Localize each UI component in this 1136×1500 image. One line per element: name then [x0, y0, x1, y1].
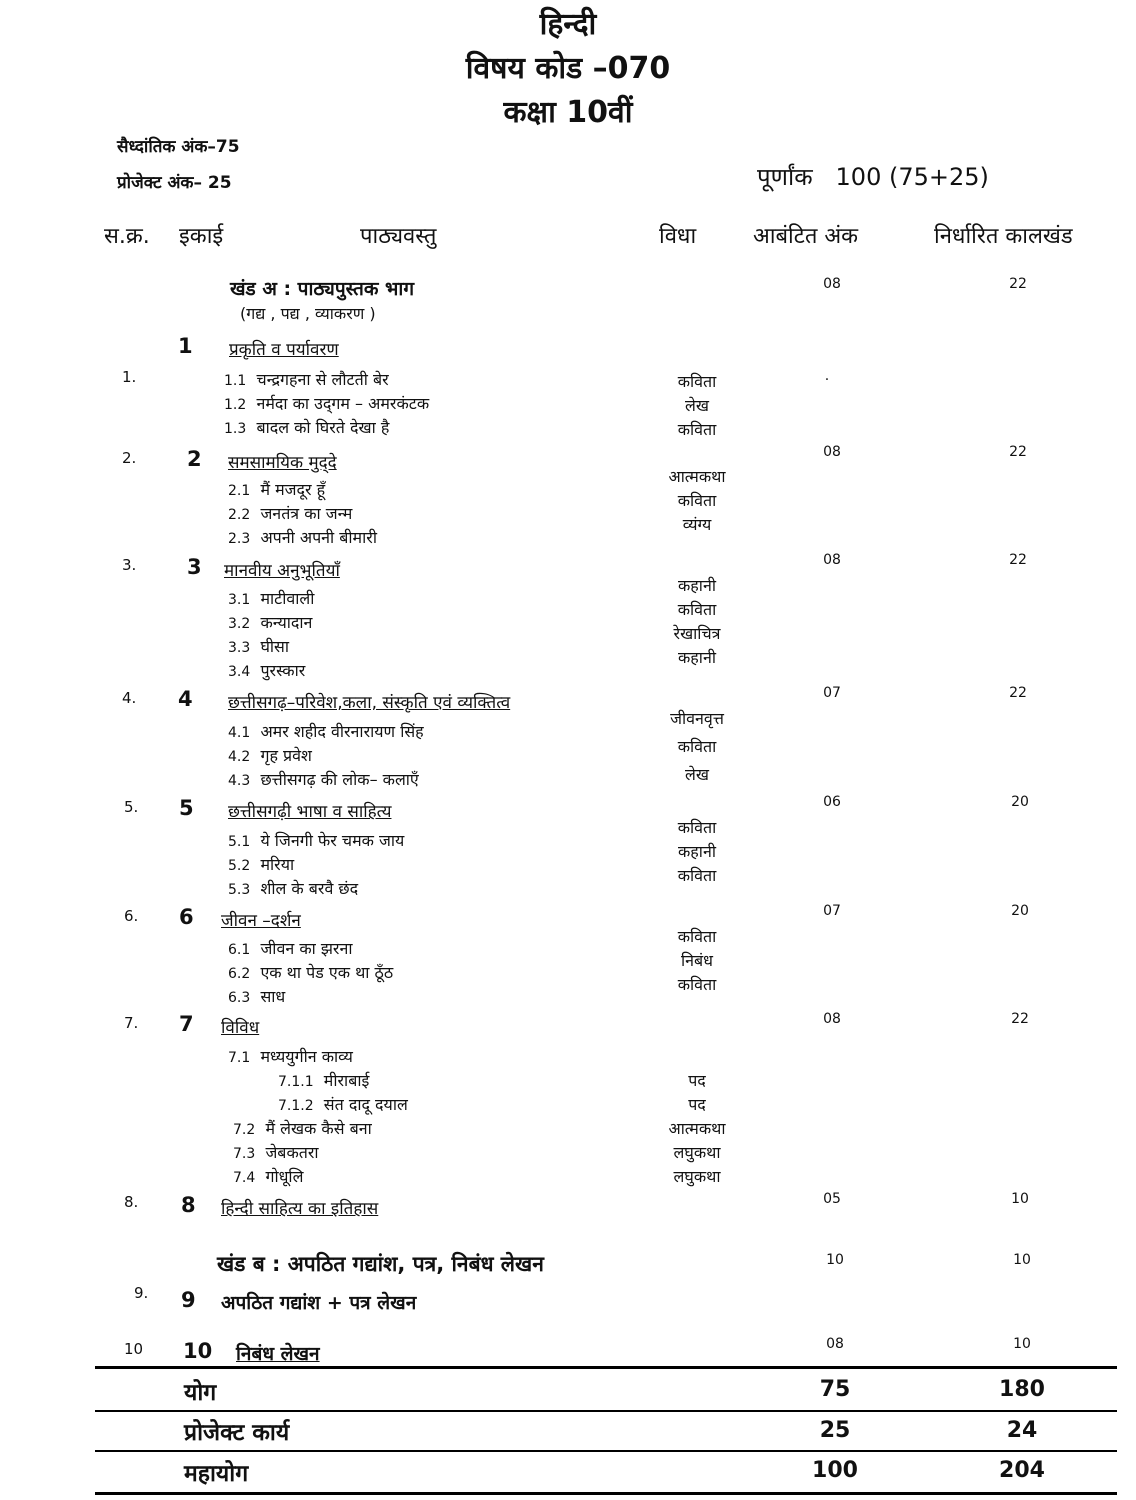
item-number: 4.2 — [228, 749, 251, 765]
item-text: कन्यादान — [260, 613, 313, 632]
list-item — [228, 744, 312, 766]
unit-periods: 20 — [1011, 903, 1029, 919]
item-vidha: आत्मकथा — [668, 1119, 726, 1138]
unit-number: 2 — [187, 447, 202, 471]
unit-title: हिन्दी साहित्य का इतिहास — [221, 1199, 379, 1219]
list-item — [228, 587, 314, 609]
unit10-num: 10 — [183, 1339, 213, 1363]
item-vidha: लघुकथा — [673, 1167, 721, 1186]
item-number: 7.2 — [233, 1122, 256, 1138]
total-marks — [757, 160, 989, 193]
item-vidha: कविता — [677, 372, 717, 391]
item-number: 6.1 — [228, 942, 251, 958]
unit-sr: 6. — [124, 907, 139, 925]
unit-title: जीवन –दर्शन — [221, 911, 301, 931]
item-vidha: कहानी — [678, 842, 716, 861]
unit-number: 6 — [179, 905, 194, 929]
unit10-title: निबंध लेखन — [236, 1343, 320, 1365]
unit10-periods: 10 — [1013, 1336, 1031, 1352]
unit-number: 3 — [187, 555, 202, 579]
unit-marks: · — [824, 372, 830, 388]
unit-marks: 08 — [823, 1011, 841, 1027]
item-number: 1.3 — [224, 421, 247, 437]
yog-label: योग — [184, 1380, 217, 1406]
item-text: माटीवाली — [260, 589, 315, 608]
list-item — [224, 368, 389, 390]
unit-number: 7 — [179, 1012, 194, 1036]
unit-sr: 5. — [124, 798, 139, 816]
unit-number: 4 — [178, 687, 193, 711]
unit10-sr: 10 — [124, 1340, 144, 1358]
unit-title: छत्तीसगढ़–परिवेश,कला, संस्कृति एवं व्यक्तित्व — [228, 693, 511, 713]
item-vidha: कविता — [677, 600, 717, 619]
unit-marks: 07 — [823, 685, 841, 701]
unit-title: प्रकृति व पर्यावरण — [229, 340, 339, 360]
item-vidha: लेख — [685, 765, 709, 784]
item-vidha: कविता — [677, 818, 717, 837]
item-text: पुरस्कार — [260, 661, 306, 680]
item-vidha: आत्मकथा — [668, 467, 726, 486]
list-item — [278, 1093, 408, 1115]
item-number: 4.1 — [228, 725, 251, 741]
list-item — [233, 1141, 319, 1163]
subject-code: विषय कोड –070 — [465, 51, 671, 86]
list-item — [233, 1165, 303, 1187]
unit9-sr: 9. — [134, 1284, 149, 1302]
item-number: 1.2 — [224, 397, 247, 413]
item-number: 7.4 — [233, 1170, 256, 1186]
unit-title: छत्तीसगढ़ी भाषा व साहित्य — [228, 802, 392, 822]
section-a-marks: 08 — [823, 276, 841, 292]
yog-marks: 75 — [819, 1377, 851, 1402]
item-vidha: कविता — [677, 737, 717, 756]
list-item — [228, 611, 312, 633]
list-item — [228, 502, 352, 524]
item-text: गृह प्रवेश — [260, 746, 312, 765]
item-number: 2.2 — [228, 507, 251, 523]
section-b-periods: 10 — [1013, 1252, 1031, 1268]
item-vidha: लघुकथा — [673, 1143, 721, 1162]
list-item — [228, 937, 353, 959]
item-text: जनतंत्र का जन्म — [260, 504, 353, 523]
list-item — [233, 1117, 372, 1139]
unit-marks: 05 — [823, 1191, 841, 1207]
unit-sr: 8. — [124, 1193, 139, 1211]
item-number: 7.1 — [228, 1050, 251, 1066]
total-label: पूर्णांक — [757, 163, 813, 191]
item-number: 1.1 — [224, 373, 247, 389]
list-item — [228, 853, 294, 875]
section-a-title: खंड अ : पाठ्यपुस्तक भाग — [230, 278, 415, 300]
unit-sr: 3. — [122, 556, 137, 574]
rule-yog — [95, 1410, 1117, 1412]
item-number: 3.4 — [228, 664, 251, 680]
unit-number: 8 — [181, 1193, 196, 1217]
item-text: बादल को घिरते देखा है — [256, 418, 390, 437]
item-vidha: कहानी — [678, 576, 716, 595]
list-item — [228, 1045, 353, 1067]
unit-periods: 20 — [1011, 794, 1029, 810]
unit-sr: 7. — [124, 1014, 139, 1032]
item-number: 2.1 — [228, 483, 251, 499]
item-vidha: कविता — [677, 927, 717, 946]
unit-marks: 08 — [823, 444, 841, 460]
unit-title: मानवीय अनुभूतियाँ — [224, 561, 340, 581]
section-a-subtitle: (गद्य , पद्य , व्याकरण ) — [240, 304, 376, 323]
item-text: शील के बरवै छंद — [260, 879, 359, 898]
item-number: 3.2 — [228, 616, 251, 632]
item-text: गोधूलि — [265, 1167, 304, 1186]
yog-periods: 180 — [999, 1377, 1045, 1402]
item-text: अपनी अपनी बीमारी — [260, 528, 377, 547]
item-number: 7.3 — [233, 1146, 256, 1162]
unit-periods: 10 — [1011, 1191, 1029, 1207]
item-vidha: निबंध — [680, 951, 713, 970]
subject-title: हिन्दी — [539, 7, 597, 42]
col-vidha: विधा — [659, 224, 697, 249]
list-item — [228, 877, 358, 899]
item-vidha: पद — [688, 1071, 706, 1090]
item-number: 6.2 — [228, 966, 251, 982]
total-value: 100 (75+25) — [835, 163, 989, 191]
unit-marks: 07 — [823, 903, 841, 919]
item-text: छत्तीसगढ़ की लोक– कलाएँ — [260, 770, 419, 789]
item-number: 7.1.2 — [278, 1098, 314, 1114]
col-periods: निर्धारित कालखंड — [934, 224, 1073, 249]
unit-marks: 06 — [823, 794, 841, 810]
unit-title: विविध — [221, 1018, 260, 1038]
item-text: मध्ययुगीन काव्य — [260, 1047, 353, 1066]
item-number: 3.1 — [228, 592, 251, 608]
item-text: घीसा — [260, 637, 289, 656]
unit-sr: 2. — [122, 449, 137, 467]
item-vidha: जीवनवृत्त — [670, 709, 724, 728]
unit-periods: 22 — [1011, 1011, 1029, 1027]
rule-bottom — [95, 1492, 1117, 1495]
mahayog-periods: 204 — [999, 1458, 1045, 1483]
list-item — [224, 392, 429, 414]
mahayog-marks: 100 — [812, 1458, 858, 1483]
item-text: मरिया — [260, 855, 295, 874]
item-text: मैं लेखक कैसे बना — [265, 1119, 372, 1138]
list-item — [228, 526, 377, 548]
theory-marks: सैध्दांतिक अंक–75 — [117, 137, 240, 157]
list-item — [228, 829, 404, 851]
item-number: 4.3 — [228, 773, 251, 789]
item-number: 7.1.1 — [278, 1074, 314, 1090]
list-item — [228, 720, 424, 742]
item-number: 5.1 — [228, 834, 251, 850]
unit-marks: 08 — [823, 552, 841, 568]
col-sr: स.क्र. — [104, 224, 150, 249]
project-total-marks: 25 — [819, 1418, 851, 1443]
item-number: 3.3 — [228, 640, 251, 656]
item-text: मीराबाई — [323, 1071, 370, 1090]
project-marks: प्रोजेक्ट अंक– 25 — [117, 173, 232, 193]
list-item — [228, 635, 289, 657]
item-vidha: कविता — [677, 420, 717, 439]
section-b-title: खंड ब : अपठित गद्यांश, पत्र, निबंध लेखन — [217, 1252, 544, 1276]
project-label: प्रोजेक्ट कार्य — [184, 1420, 290, 1446]
item-vidha: कविता — [677, 491, 717, 510]
section-a-periods: 22 — [1009, 276, 1027, 292]
item-text: मैं मजदूर हूँ — [260, 480, 326, 499]
item-vidha: कविता — [677, 975, 717, 994]
rule-top — [95, 1366, 1117, 1369]
unit-number: 5 — [179, 796, 194, 820]
item-text: नर्मदा का उद्‌गम – अमरकंटक — [256, 394, 430, 413]
item-vidha: कहानी — [678, 648, 716, 667]
unit-periods: 22 — [1009, 685, 1027, 701]
list-item — [228, 961, 393, 983]
unit-periods: 22 — [1009, 552, 1027, 568]
item-text: चन्द्रगहना से लौटती बेर — [256, 370, 389, 389]
col-marks: आबंटित अंक — [753, 224, 859, 249]
unit-sr: 1. — [122, 368, 137, 386]
item-number: 5.3 — [228, 882, 251, 898]
item-text: ये जिनगी फेर चमक जाय — [260, 831, 405, 850]
class-title: कक्षा 10वीं — [503, 95, 633, 130]
item-vidha: व्यंग्य — [682, 515, 712, 534]
unit-number: 1 — [178, 334, 193, 358]
list-item — [228, 478, 325, 500]
list-item — [228, 659, 305, 681]
project-total-periods: 24 — [1006, 1418, 1038, 1443]
list-item — [278, 1069, 369, 1091]
item-text: एक था पेड एक था ठूँठ — [260, 963, 394, 982]
item-vidha: कविता — [677, 866, 717, 885]
item-vidha: पद — [688, 1095, 706, 1114]
item-vidha: लेख — [685, 396, 709, 415]
item-text: जीवन का झरना — [260, 939, 353, 958]
list-item — [228, 768, 419, 790]
list-item — [228, 985, 285, 1007]
item-text: अमर शहीद वीरनारायण सिंह — [260, 722, 424, 741]
unit-periods: 22 — [1009, 444, 1027, 460]
unit-title: समसामयिक मुद्‌दे — [228, 453, 337, 473]
list-item — [224, 416, 389, 438]
item-text: जेबकतरा — [265, 1143, 319, 1162]
col-content: पाठ्यवस्तु — [360, 224, 437, 249]
item-number: 6.3 — [228, 990, 251, 1006]
item-number: 2.3 — [228, 531, 251, 547]
mahayog-label: महायोग — [184, 1461, 249, 1487]
section-b-marks: 10 — [826, 1252, 844, 1268]
unit10-marks: 08 — [826, 1336, 844, 1352]
item-number: 5.2 — [228, 858, 251, 874]
item-text: संत दादू दयाल — [323, 1095, 408, 1114]
item-text: साध — [260, 987, 286, 1006]
unit9-title: अपठित गद्यांश + पत्र लेखन — [221, 1292, 417, 1314]
unit-sr: 4. — [122, 689, 137, 707]
rule-project — [95, 1450, 1117, 1452]
item-vidha: रेखाचित्र — [673, 624, 721, 643]
unit9-num: 9 — [181, 1288, 196, 1312]
col-unit: इकाई — [179, 224, 224, 249]
